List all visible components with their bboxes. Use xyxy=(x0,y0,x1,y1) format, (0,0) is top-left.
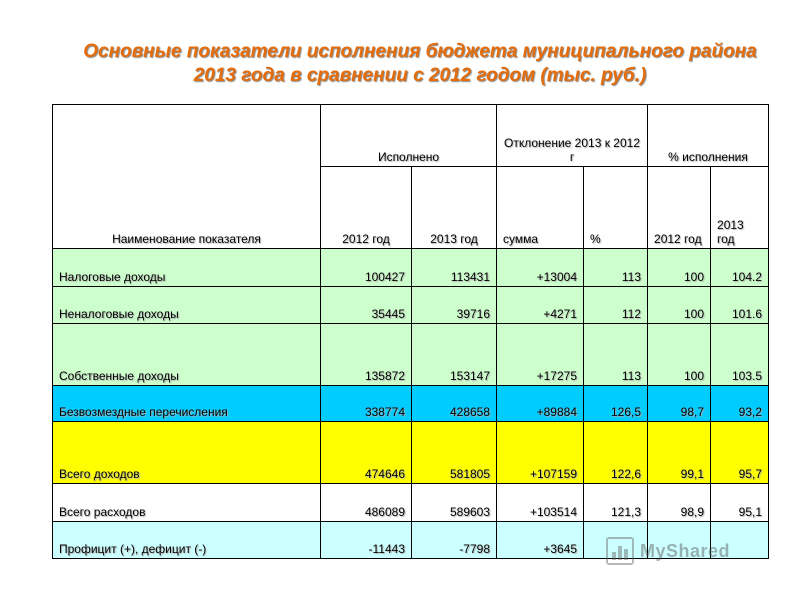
page-title xyxy=(40,40,800,88)
cell-sum: +89884 xyxy=(497,386,584,422)
cell-2013: -7798 xyxy=(412,522,497,559)
header-sub-2013: 2013 год xyxy=(412,167,497,249)
cell-pct-2012: 98,7 xyxy=(648,386,711,422)
row-label: Всего доходов xyxy=(53,422,321,484)
cell-2012: 338774 xyxy=(321,386,412,422)
row-label: Профицит (+), дефицит (-) xyxy=(53,522,321,559)
cell-2012: 486089 xyxy=(321,484,412,522)
cell-pct-2012: 99,1 xyxy=(648,422,711,484)
cell-2013: 581805 xyxy=(412,422,497,484)
table-row xyxy=(53,386,769,422)
watermark xyxy=(606,534,766,568)
header-sub-pct: % xyxy=(584,167,648,249)
row-label: Всего расходов xyxy=(53,484,321,522)
header-sub-sum: сумма xyxy=(497,167,584,249)
cell-sum: +4271 xyxy=(497,287,584,324)
cell-pct-2013: 95,1 xyxy=(711,484,769,522)
cell-2013: 113431 xyxy=(412,249,497,287)
header-sub-pct-2013: 2013 год xyxy=(711,167,769,249)
cell-sum: +103514 xyxy=(497,484,584,522)
cell-2013: 428658 xyxy=(412,386,497,422)
row-label: Неналоговые доходы xyxy=(53,287,321,324)
header-row-1 xyxy=(53,105,769,167)
cell-2012: 100427 xyxy=(321,249,412,287)
cell-2012: -11443 xyxy=(321,522,412,559)
header-name-col: Наименование показателя xyxy=(53,105,321,249)
table-row xyxy=(53,484,769,522)
header-percent-exec: % исполнения xyxy=(648,105,769,167)
row-label: Безвозмездные перечисления xyxy=(53,386,321,422)
watermark-text: MyShared xyxy=(640,540,731,561)
cell-sum: +3645 xyxy=(497,522,584,559)
table-row xyxy=(53,287,769,324)
cell-2013: 153147 xyxy=(412,324,497,386)
cell-pct: 113 xyxy=(584,324,648,386)
cell-sum: +13004 xyxy=(497,249,584,287)
cell-pct-2013: 104.2 xyxy=(711,249,769,287)
table-row xyxy=(53,422,769,484)
table-row xyxy=(53,324,769,386)
cell-2012: 474646 xyxy=(321,422,412,484)
cell-pct: 113 xyxy=(584,249,648,287)
budget-table xyxy=(52,104,769,559)
cell-sum: +17275 xyxy=(497,324,584,386)
title-line-1: Основные показатели исполнения бюджета муниципального района xyxy=(83,41,757,62)
cell-pct-2012: 100 xyxy=(648,249,711,287)
cell-pct-2013: 95,7 xyxy=(711,422,769,484)
cell-2013: 39716 xyxy=(412,287,497,324)
cell-pct-2012: 100 xyxy=(648,287,711,324)
header-executed: Исполнено xyxy=(321,105,497,167)
cell-pct-2013: 103.5 xyxy=(711,324,769,386)
table-row xyxy=(53,249,769,287)
header-sub-2012: 2012 год xyxy=(321,167,412,249)
cell-2012: 135872 xyxy=(321,324,412,386)
row-label: Налоговые доходы xyxy=(53,249,321,287)
cell-pct: 121,3 xyxy=(584,484,648,522)
cell-pct: 122,6 xyxy=(584,422,648,484)
cell-pct-2012: 100 xyxy=(648,324,711,386)
cell-pct: 112 xyxy=(584,287,648,324)
title-line-2: 2013 года в сравнении с 2012 годом (тыс. руб.) xyxy=(193,65,647,86)
cell-pct-2013: 101.6 xyxy=(711,287,769,324)
header-sub-pct-2012: 2012 год xyxy=(648,167,711,249)
cell-sum: +107159 xyxy=(497,422,584,484)
cell-pct: 126,5 xyxy=(584,386,648,422)
bar-chart-icon xyxy=(606,537,634,565)
cell-2012: 35445 xyxy=(321,287,412,324)
row-label: Собственные доходы xyxy=(53,324,321,386)
cell-pct-2013: 93,2 xyxy=(711,386,769,422)
header-deviation: Отклонение 2013 к 2012 г xyxy=(497,105,648,167)
cell-2013: 589603 xyxy=(412,484,497,522)
cell-pct-2012: 98,9 xyxy=(648,484,711,522)
